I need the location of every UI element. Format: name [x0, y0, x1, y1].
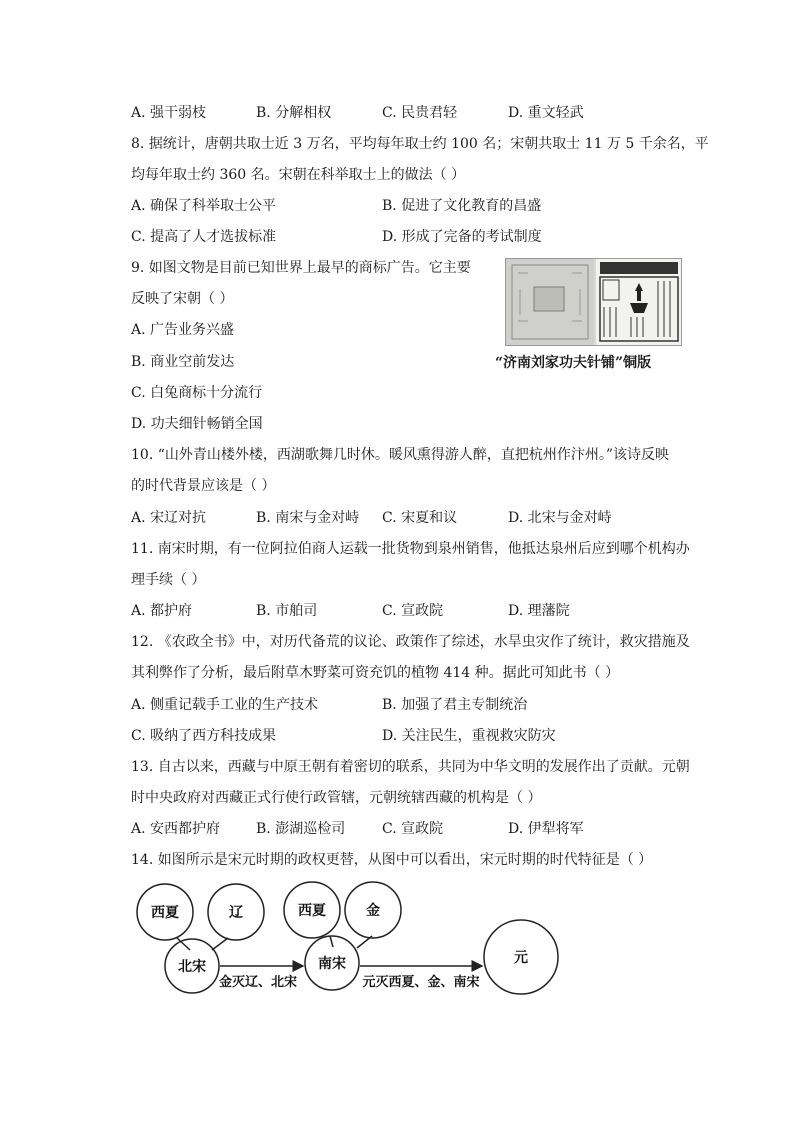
artifact-caption: “济南刘家功夫针铺”铜版	[495, 355, 652, 371]
connector-xixia-nansong	[330, 936, 333, 947]
q7-option-d: D. 重文轻武	[508, 105, 584, 121]
q10-option-d: D. 北宋与金对峙	[508, 510, 612, 526]
q12-option-b: B. 加强了君主专制统治	[382, 697, 528, 713]
q11-stem-line2: 理手续（ ）	[131, 572, 206, 588]
q10-stem-line1: 10. “山外青山楼外楼，西湖歌舞几时休。暖风熏得游人醉，直把杭州作汴州。”该诗反映	[131, 447, 670, 463]
q12-stem-line2: 其利弊作了分析，最后附草木野菜可资充饥的植物 414 种。据此可知此书（ ）	[131, 665, 620, 681]
arrow-label-2: 元灭西夏、金、南宋	[362, 975, 480, 990]
q8-option-b: B. 促进了文化教育的昌盛	[382, 198, 542, 214]
regime-succession-diagram	[0, 870, 794, 1020]
q12-option-a: A. 侧重记载手工业的生产技术	[131, 697, 319, 713]
q11-stem-line1: 11. 南宋时期，有一位阿拉伯商人运载一批货物到泉州销售，他抵达泉州后应到哪个机构办	[131, 541, 690, 557]
q13-option-a: A. 安西都护府	[131, 821, 221, 837]
q9-option-d: D. 功夫细针畅销全国	[131, 416, 263, 432]
arrow-label-1: 金灭辽、北宋	[218, 975, 298, 990]
q8-option-c: C. 提高了人才选拔标准	[131, 229, 277, 245]
q11-option-a: A. 都护府	[131, 603, 193, 619]
q9-option-c: C. 白兔商标十分流行	[131, 385, 263, 401]
q10-stem-line2: 的时代背景应该是（ ）	[131, 478, 276, 494]
q13-option-b: B. 澎湖巡检司	[256, 821, 346, 837]
q11-option-b: B. 市舶司	[256, 603, 318, 619]
node-label-yuan: 元	[514, 950, 528, 966]
q11-option-d: D. 理藩院	[508, 603, 570, 619]
node-label-liao: 辽	[229, 905, 243, 921]
q14-stem: 14. 如图所示是宋元时期的政权更替，从图中可以看出，宋元时期的时代特征是（ ）	[131, 852, 653, 868]
q7-option-a: A. 强干弱枝	[131, 105, 207, 121]
q13-option-d: D. 伊犁将军	[508, 821, 584, 837]
bronze-plate-image	[505, 258, 682, 346]
q7-option-c: C. 民贵君轻	[382, 105, 458, 121]
q10-option-c: C. 宋夏和议	[382, 510, 458, 526]
q10-option-a: A. 宋辽对抗	[131, 510, 207, 526]
q12-option-c: C. 吸纳了西方科技成果	[131, 728, 277, 744]
q10-option-b: B. 南宋与金对峙	[256, 510, 360, 526]
q9-option-b: B. 商业空前发达	[131, 354, 235, 370]
q8-option-a: A. 确保了科举取士公平	[131, 198, 277, 214]
bronze-plate-illustration	[506, 259, 681, 345]
q8-stem-line2: 均每年取士约 360 名。宋朝在科举取士上的做法（ ）	[131, 167, 466, 183]
q8-stem-line1: 8. 据统计，唐朝共取士近 3 万名，平均每年取士约 100 名；宋朝共取士 11 万 5 千余名，平	[131, 136, 709, 152]
node-label-nansong: 南宋	[318, 956, 346, 972]
q13-stem-line2: 时中央政府对西藏正式行使行政管辖，元朝统辖西藏的机构是（ ）	[131, 790, 542, 806]
node-label-xixia-2: 西夏	[298, 903, 326, 919]
q13-stem-line1: 13. 自古以来，西藏与中原王朝有着密切的联系，共同为中华文明的发展作出了贡献。元朝	[131, 759, 690, 775]
connector-liao-beisong	[212, 938, 228, 950]
q9-stem-line1: 9. 如图文物是目前已知世界上最早的商标广告。它主要	[131, 260, 471, 276]
q12-option-d: D. 关注民生，重视救灾防灾	[382, 728, 556, 744]
q7-option-b: B. 分解相权	[256, 105, 332, 121]
node-label-xixia-1: 西夏	[151, 905, 179, 921]
q13-option-c: C. 宣政院	[382, 821, 444, 837]
node-label-jin: 金	[366, 903, 380, 919]
q8-option-d: D. 形成了完备的考试制度	[382, 229, 542, 245]
q12-stem-line1: 12. 《农政全书》中，对历代备荒的议论、政策作了综述，水旱虫灾作了统计，救灾措施及	[131, 634, 690, 650]
q9-option-a: A. 广告业务兴盛	[131, 322, 235, 338]
q11-option-c: C. 宣政院	[382, 603, 444, 619]
q9-stem-line2: 反映了宋朝（ ）	[131, 291, 234, 307]
node-label-beisong: 北宋	[178, 959, 206, 975]
